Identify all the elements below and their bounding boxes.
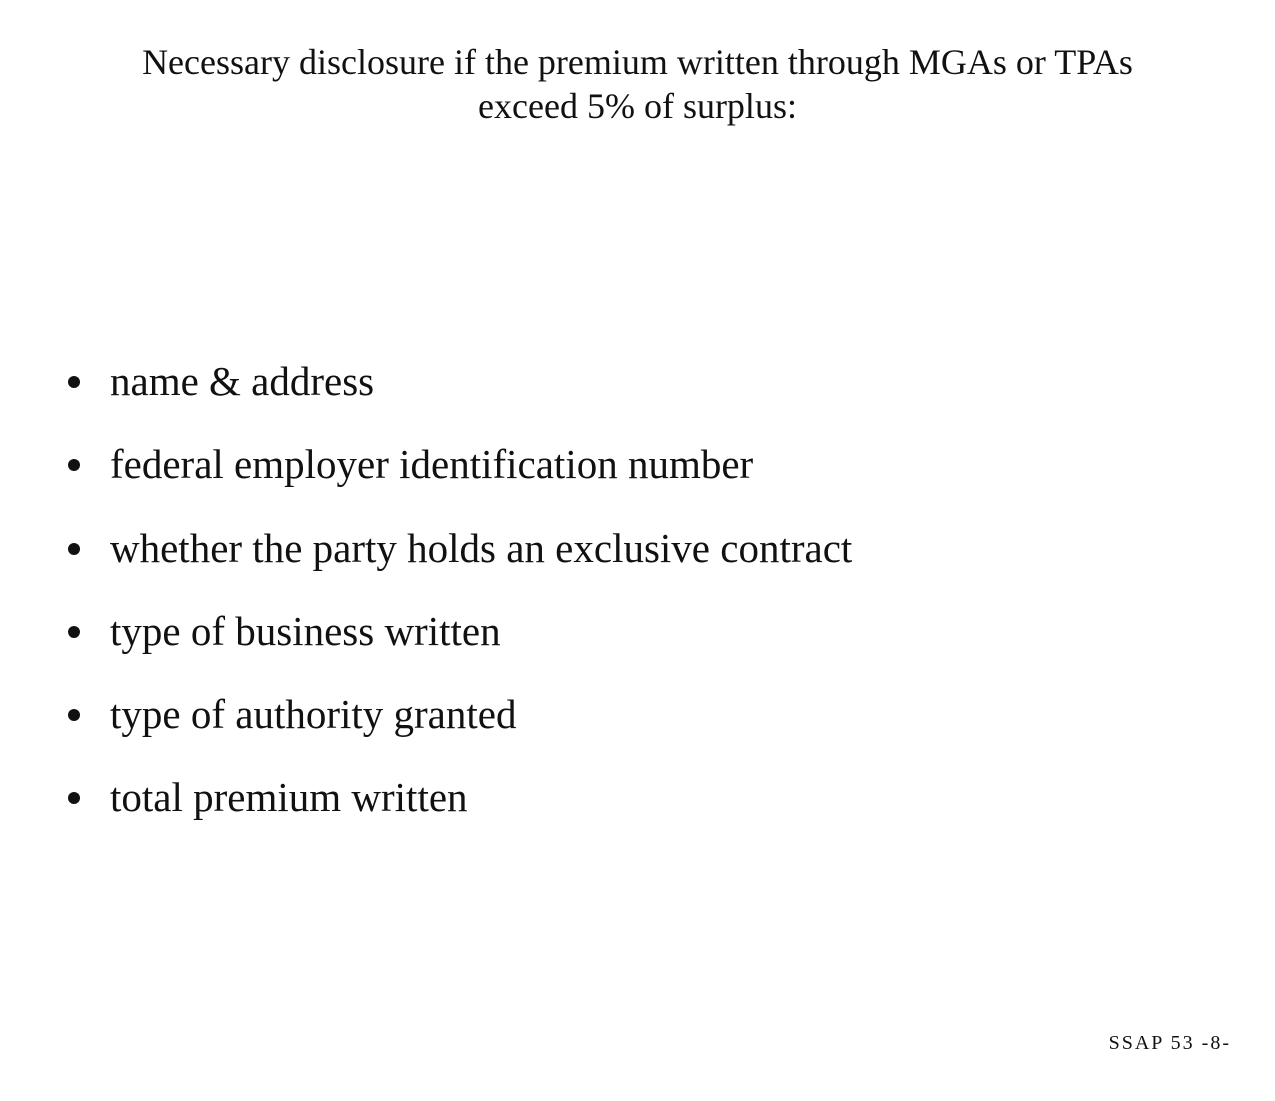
page-footer-label: SSAP 53 -8- xyxy=(1108,1032,1231,1054)
bullet-list xyxy=(68,356,852,856)
title-line-2: exceed 5% of surplus: xyxy=(478,86,797,126)
list-item xyxy=(68,523,852,606)
list-item-text: total premium written xyxy=(110,774,468,821)
bullet-icon xyxy=(68,709,80,721)
bullet-icon xyxy=(68,626,80,638)
bullet-icon xyxy=(68,376,80,388)
page-title xyxy=(40,40,1235,128)
list-item xyxy=(68,772,852,855)
list-item xyxy=(68,689,852,772)
bullet-icon xyxy=(68,792,80,804)
list-item-text: federal employer identification number xyxy=(110,441,754,488)
list-item-text: whether the party holds an exclusive contract xyxy=(110,524,853,571)
list-item-text: name & address xyxy=(110,358,375,404)
list-item xyxy=(68,356,852,439)
list-item-text: type of authority granted xyxy=(110,691,517,738)
list-item-text: type of business written xyxy=(110,607,501,654)
bullet-icon xyxy=(68,459,80,471)
title-line-1: Necessary disclosure if the premium written through MGAs or TPAs xyxy=(142,42,1133,82)
list-item xyxy=(68,606,852,689)
list-item xyxy=(68,439,852,522)
bullet-icon xyxy=(68,543,80,555)
